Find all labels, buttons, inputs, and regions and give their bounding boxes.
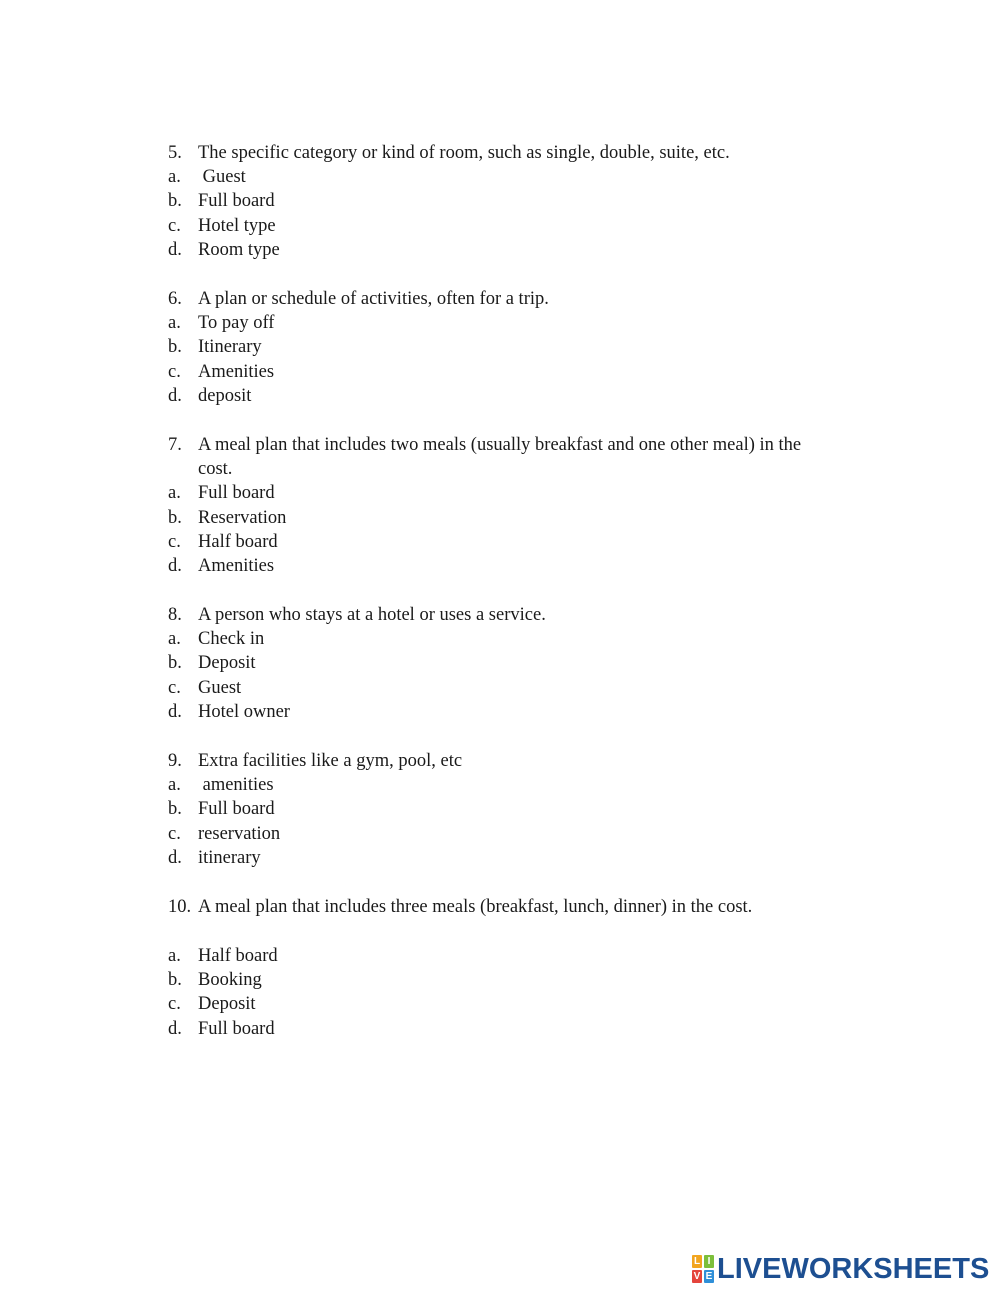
option-letter: b.: [168, 653, 182, 673]
question-number: 8.: [168, 605, 182, 625]
option-text: Deposit: [198, 653, 256, 673]
question-number: 5.: [168, 143, 182, 163]
option-text: Full board: [198, 799, 275, 819]
logo-mark-letter-v: V: [693, 1271, 701, 1282]
question-text: A meal plan that includes two meals (usually breakfast and one other meal) in the: [198, 435, 802, 455]
question-number: 6.: [168, 289, 182, 309]
option-letter: a.: [168, 313, 181, 333]
option-letter: b.: [168, 191, 182, 211]
option-text: Check in: [198, 629, 265, 649]
option-text: reservation: [198, 824, 281, 844]
option-letter: d.: [168, 386, 182, 406]
liveworksheets-logo[interactable]: [692, 1253, 989, 1285]
option-text: Half board: [198, 532, 278, 552]
question-number: 7.: [168, 435, 182, 455]
option-letter: d.: [168, 240, 182, 260]
logo-text: LIVEWORKSHEETS: [717, 1253, 990, 1285]
option-letter: a.: [168, 946, 181, 966]
question-number: 10.: [168, 897, 192, 917]
option-text: Guest: [198, 678, 242, 698]
logo-mark-letter-e: E: [705, 1271, 713, 1282]
option-text: Guest: [198, 167, 246, 187]
option-letter: b.: [168, 799, 182, 819]
option-letter: a.: [168, 483, 181, 503]
logo-mark-letter-i: I: [704, 1255, 714, 1268]
option-text: Hotel type: [198, 216, 276, 236]
option-letter: c.: [168, 824, 181, 844]
option-text: Amenities: [198, 556, 275, 576]
option-text: Room type: [198, 240, 280, 260]
option-letter: a.: [168, 167, 181, 187]
option-text: Hotel owner: [198, 702, 290, 722]
option-text: itinerary: [198, 848, 261, 868]
option-letter: c.: [168, 216, 181, 236]
option-letter: c.: [168, 994, 181, 1014]
question-text: cost.: [198, 459, 233, 479]
question-text: A meal plan that includes three meals (breakfast, lunch, dinner) in the cost.: [198, 897, 753, 917]
option-letter: b.: [168, 337, 182, 357]
option-text: deposit: [198, 386, 252, 406]
option-text: Amenities: [198, 362, 275, 382]
option-text: Full board: [198, 1019, 275, 1039]
question-number: 9.: [168, 751, 182, 771]
option-text: Itinerary: [198, 337, 262, 357]
option-text: amenities: [198, 775, 274, 795]
question-text: A person who stays at a hotel or uses a service.: [198, 605, 546, 625]
option-text: Booking: [198, 970, 262, 990]
option-letter: b.: [168, 508, 182, 528]
logo-mark-letter-l: L: [693, 1256, 701, 1267]
option-text: Full board: [198, 483, 275, 503]
option-text: Deposit: [198, 994, 256, 1014]
option-letter: a.: [168, 629, 181, 649]
logo-mark-icon: [692, 1255, 714, 1283]
option-letter: a.: [168, 775, 181, 795]
question-text: The specific category or kind of room, such as single, double, suite, etc.: [198, 143, 730, 163]
option-letter: c.: [168, 362, 181, 382]
option-text: To pay off: [198, 313, 275, 333]
question-text: A plan or schedule of activities, often for a trip.: [198, 289, 549, 309]
option-text: Full board: [198, 191, 275, 211]
option-letter: d.: [168, 848, 182, 868]
option-text: Half board: [198, 946, 278, 966]
option-letter: d.: [168, 1019, 182, 1039]
option-letter: c.: [168, 532, 181, 552]
option-letter: b.: [168, 970, 182, 990]
option-letter: d.: [168, 702, 182, 722]
option-letter: c.: [168, 678, 181, 698]
option-text: Reservation: [198, 508, 287, 528]
option-letter: d.: [168, 556, 182, 576]
question-text: Extra facilities like a gym, pool, etc: [198, 751, 463, 771]
